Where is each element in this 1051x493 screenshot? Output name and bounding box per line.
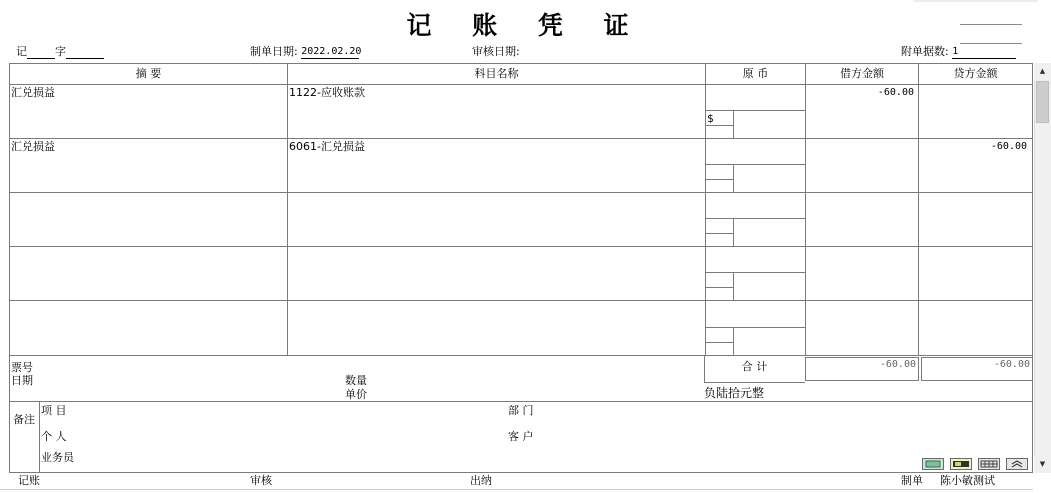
row2-summary[interactable]: 汇兑损益 xyxy=(11,140,55,153)
row1-currency[interactable]: $ xyxy=(707,112,714,125)
vertical-scrollbar[interactable] xyxy=(1034,63,1051,473)
top-right-strip xyxy=(913,0,1038,2)
remark-divider xyxy=(9,401,1033,402)
remark-divider xyxy=(39,401,40,473)
voucher-number-field[interactable] xyxy=(66,45,104,59)
header-account: 科目名称 xyxy=(474,67,519,80)
voucher-word-label: 记 xyxy=(16,45,27,58)
grid-icon[interactable] xyxy=(978,458,1000,470)
ticket-date-label: 日期 xyxy=(11,374,33,387)
header-currency: 原 币 xyxy=(742,67,769,80)
person-label: 个 人 xyxy=(41,430,67,443)
currency-subline xyxy=(705,110,805,111)
attach-count-label: 附单据数: xyxy=(901,45,949,58)
currency-subline xyxy=(733,110,734,138)
attach-count-value[interactable]: 1 xyxy=(952,45,1016,59)
remark-label: 备注 xyxy=(13,413,35,426)
make-date-value[interactable]: 2022.02.20 xyxy=(301,46,362,57)
header-debit: 借方金额 xyxy=(840,67,884,80)
header-divider xyxy=(9,84,1033,85)
voucher-title: 记 账 凭 证 xyxy=(406,11,645,40)
attach-count xyxy=(901,45,1016,59)
make-date-label: 制单日期: xyxy=(250,45,298,58)
ticket-no-label: 票号 xyxy=(11,361,33,374)
cashier-label: 出纳 xyxy=(470,474,492,487)
currency-subline xyxy=(705,287,733,288)
currency-subline xyxy=(705,164,805,165)
department-label: 部 门 xyxy=(508,404,534,417)
currency-subline xyxy=(705,125,733,126)
col-divider xyxy=(705,63,706,356)
customer-label: 客 户 xyxy=(508,430,534,443)
voucher-zi-label: 字 xyxy=(55,45,66,58)
row1-debit[interactable]: -60.00 xyxy=(877,87,914,98)
scrollbar-thumb[interactable] xyxy=(1036,81,1049,123)
make-date xyxy=(250,45,362,59)
top-right-line xyxy=(960,24,1022,25)
col-divider xyxy=(918,63,919,356)
header-credit: 贷方金额 xyxy=(953,67,998,80)
row3-summary[interactable] xyxy=(10,193,287,246)
currency-subline xyxy=(733,164,734,192)
voucher-word-field[interactable] xyxy=(27,45,55,59)
currency-subline xyxy=(733,218,734,246)
currency-subline xyxy=(705,179,733,180)
currency-subline xyxy=(705,272,805,273)
currency-subline xyxy=(733,272,734,300)
row2-account[interactable]: 6061-汇兑损益 xyxy=(289,140,365,153)
note-icon[interactable] xyxy=(922,458,944,470)
row1-summary[interactable]: 汇兑损益 xyxy=(11,86,55,99)
voucher-word[interactable] xyxy=(16,45,104,59)
row2-credit[interactable]: -60.00 xyxy=(990,141,1027,152)
row5-account[interactable] xyxy=(288,301,705,355)
col-divider xyxy=(805,63,806,356)
unit-price-label: 单价 xyxy=(345,388,367,401)
bottom-divider xyxy=(0,489,1033,490)
quantity-label: 数量 xyxy=(345,374,367,387)
total-in-words: 负陆拾元整 xyxy=(704,386,765,400)
currency-subline xyxy=(705,327,805,328)
currency-subline xyxy=(705,342,733,343)
row4-account[interactable] xyxy=(288,247,705,300)
salesman-label: 业务员 xyxy=(41,451,74,464)
scroll-up-arrow-icon[interactable]: ▲ xyxy=(1034,63,1051,80)
currency-subline xyxy=(705,233,733,234)
total-label: 合 计 xyxy=(741,360,768,373)
bookkeeper-label: 记账 xyxy=(18,474,40,487)
reviewer-label: 审核 xyxy=(250,474,272,487)
total-underline xyxy=(704,382,805,383)
maker-label: 制单 xyxy=(901,474,923,487)
row5-summary[interactable] xyxy=(10,301,287,355)
maker-name: 陈小敏测试 xyxy=(940,474,995,487)
row-divider xyxy=(9,355,1033,356)
scroll-down-arrow-icon[interactable]: ▼ xyxy=(1034,456,1051,473)
total-credit: -60.00 xyxy=(993,359,1030,370)
project-label: 项 目 xyxy=(41,404,67,417)
total-debit: -60.00 xyxy=(879,359,916,370)
collapse-up-icon[interactable] xyxy=(1006,458,1028,470)
row3-account[interactable] xyxy=(288,193,705,246)
row-divider xyxy=(9,138,1033,139)
header-summary: 摘 要 xyxy=(135,67,162,80)
row1-account[interactable]: 1122-应收账款 xyxy=(289,86,365,99)
review-date-label: 审核日期: xyxy=(472,45,520,58)
top-right-line xyxy=(960,43,1022,44)
currency-subline xyxy=(733,327,734,355)
card-icon[interactable] xyxy=(950,458,972,470)
currency-subline xyxy=(705,218,805,219)
row4-summary[interactable] xyxy=(10,247,287,300)
